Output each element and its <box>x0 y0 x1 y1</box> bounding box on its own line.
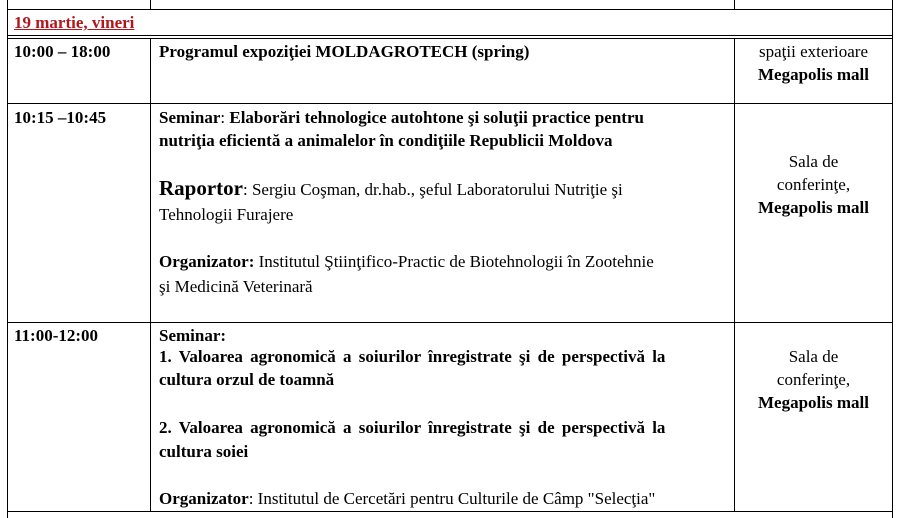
table-border-left <box>7 0 8 518</box>
row-2-seminar-line1 <box>159 106 644 129</box>
row-3-location <box>735 345 892 414</box>
row-3-item1-line1: 1. Valoarea agronomică a soiurilor înregistrate şi de perspectivă la <box>159 347 666 366</box>
row-1-location-bold: Megapolis mall <box>758 65 869 84</box>
row-2-raportor-label: Raportor <box>159 176 243 200</box>
row-3-organizator-text: : Institutul de Cercetări pentru Culturile de Câmp "Selecţia" <box>248 489 656 508</box>
table-border-row2-top <box>7 103 893 104</box>
row-2-organizator-text-2: şi Medicină Veterinară <box>159 277 313 296</box>
row-1-time: 10:00 – 18:00 <box>14 42 111 61</box>
table-border-right <box>892 0 893 518</box>
row-3-location-line2: conferinţe, <box>776 370 851 389</box>
row-2-location-line1: Sala de <box>788 152 839 171</box>
row-3-organizator <box>159 487 655 510</box>
row-2-seminar-title-1: Elaborări tehnologice autohtone şi soluţii practice pentru <box>229 108 644 127</box>
table-border-row1-top <box>7 38 893 39</box>
table-border-row3-top <box>7 322 893 323</box>
date-header: 19 martie, vineri <box>14 13 135 32</box>
row-2-organizator-line1 <box>159 250 654 273</box>
row-2-seminar-title-2: nutriţia eficientă a animalelor în condiţiile Republicii Moldova <box>159 131 613 150</box>
row-2-raportor-colon: : <box>242 180 248 199</box>
column-divider-time-top <box>150 0 151 9</box>
row-3-organizator-label: Organizator <box>159 489 249 508</box>
row-3-location-bold: Megapolis mall <box>758 393 869 412</box>
row-3-item2-line2: cultura soiei <box>159 442 249 461</box>
row-2-raportor-text-1: Sergiu Coşman, dr.hab., şeful Laboratorului Nutriţie şi <box>251 180 623 199</box>
row-2-location <box>735 150 892 219</box>
row-2-raportor-line1 <box>159 177 623 201</box>
column-divider-location <box>734 38 735 511</box>
table-border-bottom <box>7 511 893 512</box>
row-2-raportor-text-2: Tehnologii Furajere <box>159 205 294 224</box>
row-2-seminar-label: Seminar <box>159 108 221 127</box>
column-divider-location-top <box>734 0 735 9</box>
table-border-date-bottom <box>7 35 893 36</box>
row-2-location-line2: conferinţe, <box>776 175 851 194</box>
row-3-location-line1: Sala de <box>788 347 839 366</box>
column-divider-time <box>150 38 151 511</box>
row-3-item1-line2: cultura orzul de toamnă <box>159 370 335 389</box>
row-2-organizator-label: Organizator: <box>159 252 255 271</box>
row-2-seminar-colon: : <box>220 108 226 127</box>
row-1-location-line: spaţii exterioare <box>758 42 869 61</box>
row-3-time: 11:00-12:00 <box>14 326 99 345</box>
row-1-location <box>735 40 892 86</box>
row-1-title: Programul expoziţiei MOLDAGROTECH (spring) <box>159 42 530 61</box>
row-3-item2-line1: 2. Valoarea agronomică a soiurilor înregistrate şi de perspectivă la <box>159 418 666 437</box>
row-3-seminar-label: Seminar: <box>159 326 227 345</box>
table-border-top <box>7 9 893 10</box>
row-2-organizator-text-1: Institutul Ştiinţifico-Practic de Biotehnologii în Zootehnie <box>258 252 654 271</box>
row-2-location-bold: Megapolis mall <box>758 198 869 217</box>
row-2-time: 10:15 –10:45 <box>14 108 107 127</box>
